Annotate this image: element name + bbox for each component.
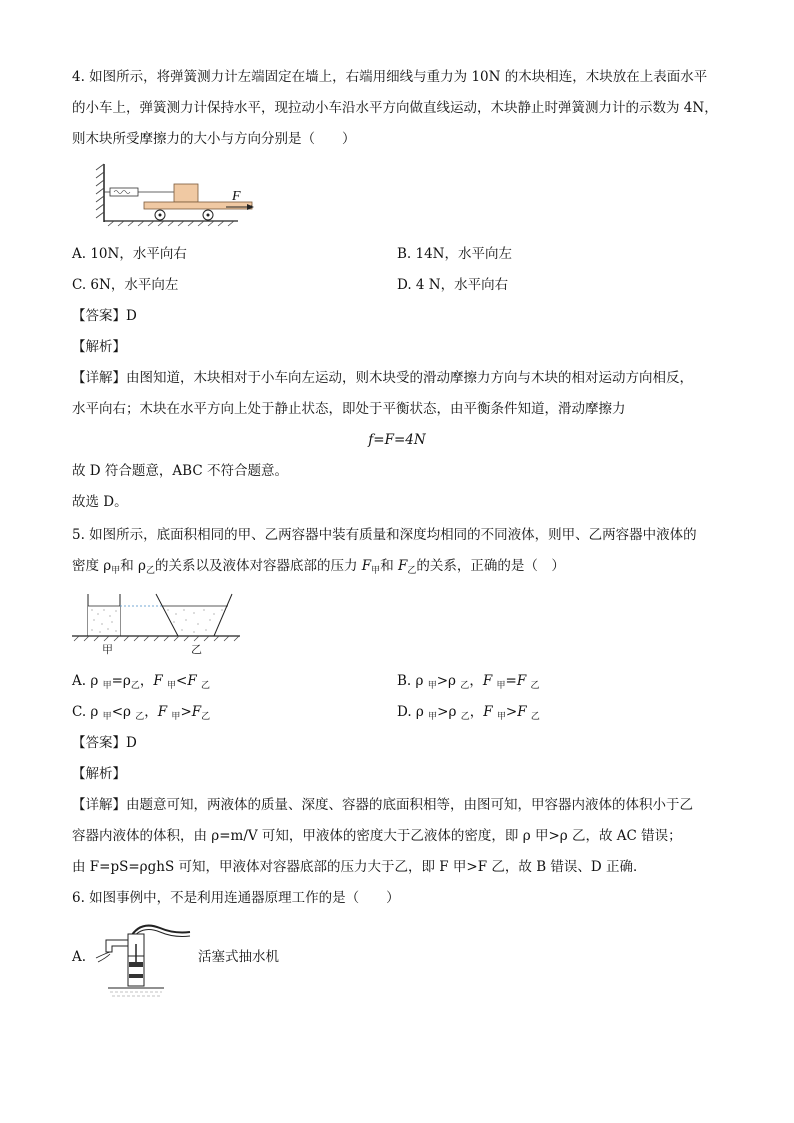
q5-option-b: B. ρ $_甲$>ρ $_乙$，F $_甲$=F $_乙$	[397, 673, 540, 691]
q4-option-a: A. 10N，水平向右	[72, 246, 187, 262]
q6-option-a-letter: A.	[72, 949, 87, 965]
q4-formula: f=F=4N	[368, 432, 426, 448]
q4-stem-line-2: 的小车上，弹簧测力计保持水平，现拉动小车沿水平方向做直线运动，木块静止时弹簧测力计的示数为 4N，	[72, 100, 718, 116]
q5-detail-line-1: 【详解】由题意可知，两液体的质量、深度、容器的底面积相等，由图可知，甲容器内液体的体积小于乙	[72, 797, 693, 813]
q4-option-b: B. 14N，水平向左	[397, 246, 512, 262]
q5-stem-line-2: 密度 $\rho_甲$和 $\rho_乙$的关系以及液体对容器底部的压力 $F_甲$和 $F_乙$的关系，正确的是（ ）	[72, 558, 565, 576]
container-label-yi: 乙	[191, 643, 202, 656]
q4-stem-line-3: 则木块所受摩擦力的大小与方向分别是（ ）	[72, 131, 356, 147]
q5-answer: 【答案】D	[72, 735, 137, 751]
q4-option-d: D. 4 N，水平向右	[397, 277, 509, 293]
q4-figure-cart-spring	[96, 160, 256, 230]
q4-option-c: C. 6N，水平向左	[72, 277, 179, 293]
q4-answer: 【答案】D	[72, 308, 137, 324]
q5-option-c: C. ρ $_甲$<ρ $_乙$，F $_甲>F_乙$	[72, 704, 211, 722]
q5-detail-line-2: 容器内液体的体积，由 ρ=m/V 可知，甲液体的密度大于乙液体的密度，即 ρ 甲>ρ 乙，故 AC 错误；	[72, 828, 682, 844]
q4-analysis-heading: 【解析】	[72, 339, 126, 355]
container-label-jia: 甲	[102, 643, 113, 656]
q4-detail-line-2: 水平向右；木块在水平方向上处于静止状态，即处于平衡状态，由平衡条件知道，滑动摩擦力	[72, 401, 626, 417]
q4-conclusion: 故 D 符合题意，ABC 不符合题意。	[72, 463, 288, 479]
q6-option-a-caption: 活塞式抽水机	[198, 949, 279, 965]
q4-detail-line-1: 【详解】由图知道，木块相对于小车向左运动，则木块受的滑动摩擦力方向与木块的相对运动方向相反，	[72, 370, 693, 386]
q5-figure-containers	[72, 590, 242, 655]
q5-option-a: A. ρ $_甲=\rho_乙$，F $_甲$<F $_乙$	[72, 673, 211, 691]
q5-option-d: D. ρ $_甲$>ρ $_乙$，F $_甲$>F $_乙$	[397, 704, 540, 722]
q5-detail-line-3: 由 F=pS=ρghS 可知，甲液体对容器底部的压力大于乙，即 F 甲>F 乙，故 B 错误、D 正确．	[72, 859, 647, 875]
q6-pump-figure	[92, 918, 192, 998]
q6-stem: 6. 如图事例中，不是利用连通器原理工作的是（ ）	[72, 890, 400, 906]
q5-stem-line-1: 5. 如图所示，底面积相同的甲、乙两容器中装有质量和深度均相同的不同液体，则甲、乙两容器中液体的	[72, 527, 697, 543]
q4-choose: 故选 D。	[72, 494, 128, 510]
q4-stem-line-1: 4. 如图所示，将弹簧测力计左端固定在墙上，右端用细线与重力为 10N 的木块相连，木块放在上表面水平	[72, 69, 708, 85]
force-label-f: F	[232, 189, 241, 204]
q5-analysis-heading: 【解析】	[72, 766, 126, 782]
